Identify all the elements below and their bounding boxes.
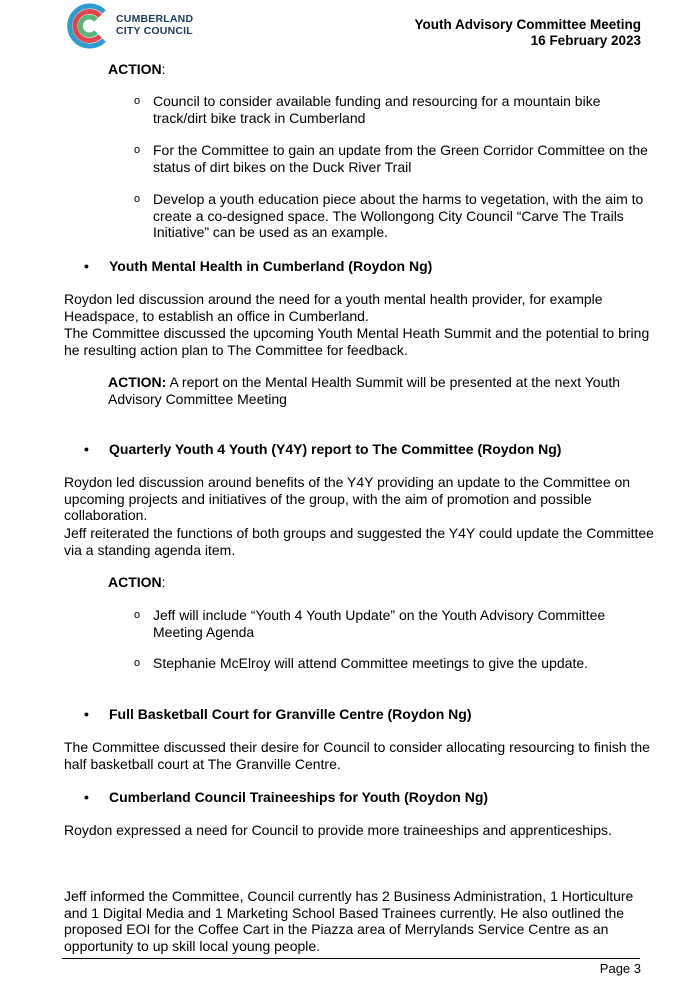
paragraph: Jeff reiterated the functions of both groups and suggested the Y4Y could update the Committee via a standing agenda item. [64,525,654,558]
paragraph: The Committee discussed the upcoming Youth Mental Heath Summit and the potential to bring he resulting action plan to The Committee for feedback. [64,325,650,358]
paragraph: Jeff informed the Committee, Council currently has 2 Business Administration, 1 Horticulture and 1 Digital Media and 1 Marketing School Based Trainees currently. He also outlined the proposed EOI for the Coffee Cart in the Piazza area of Merrylands Service Centre as an opportunity to up skill local young people. [64,888,634,954]
action-heading: ACTION: [108,574,166,590]
bullet-icon: • [84,441,89,457]
logo-mark-icon [62,0,114,52]
paragraph: The Committee discussed their desire for Council to consider allocating resourcing to finish the half basketball court at The Granville Centre. [64,739,650,772]
meeting-title: Youth Advisory Committee Meeting [414,17,641,32]
subbullet-icon: o [134,657,141,669]
bullet-icon: • [84,258,89,274]
subbullet-icon: o [134,144,141,156]
paragraph: Roydon led discussion around the need for a youth mental health provider, for example Headspace, to establish an office in Cumberland. [64,291,603,324]
council-logo [62,0,202,52]
org-name-line2: CITY COUNCIL [116,25,193,37]
bullet-icon: • [84,789,89,805]
logo-wordmark [116,13,193,37]
subbullet-icon: o [134,95,141,107]
subbullet-icon: o [134,609,141,621]
page-number: Page 3 [599,961,641,976]
bullet-icon: • [84,706,89,722]
org-name-line1: CUMBERLAND [116,13,194,25]
action-statement: ACTION: A report on the Mental Health Summit will be presented at the next Youth Advisory Committee Meeting [108,374,621,407]
footer-divider [62,958,640,959]
meeting-header [414,17,641,49]
paragraph: Roydon expressed a need for Council to provide more traineeships and apprenticeships. [64,822,612,838]
meeting-date: 16 February 2023 [530,33,641,48]
paragraph: Roydon led discussion around benefits of the Y4Y providing an update to the Committee on upcoming projects and initiatives of the group, with the aim of promotion and possible collaboration. [64,474,631,523]
action-heading: ACTION: [108,61,166,77]
subbullet-icon: o [134,193,141,205]
